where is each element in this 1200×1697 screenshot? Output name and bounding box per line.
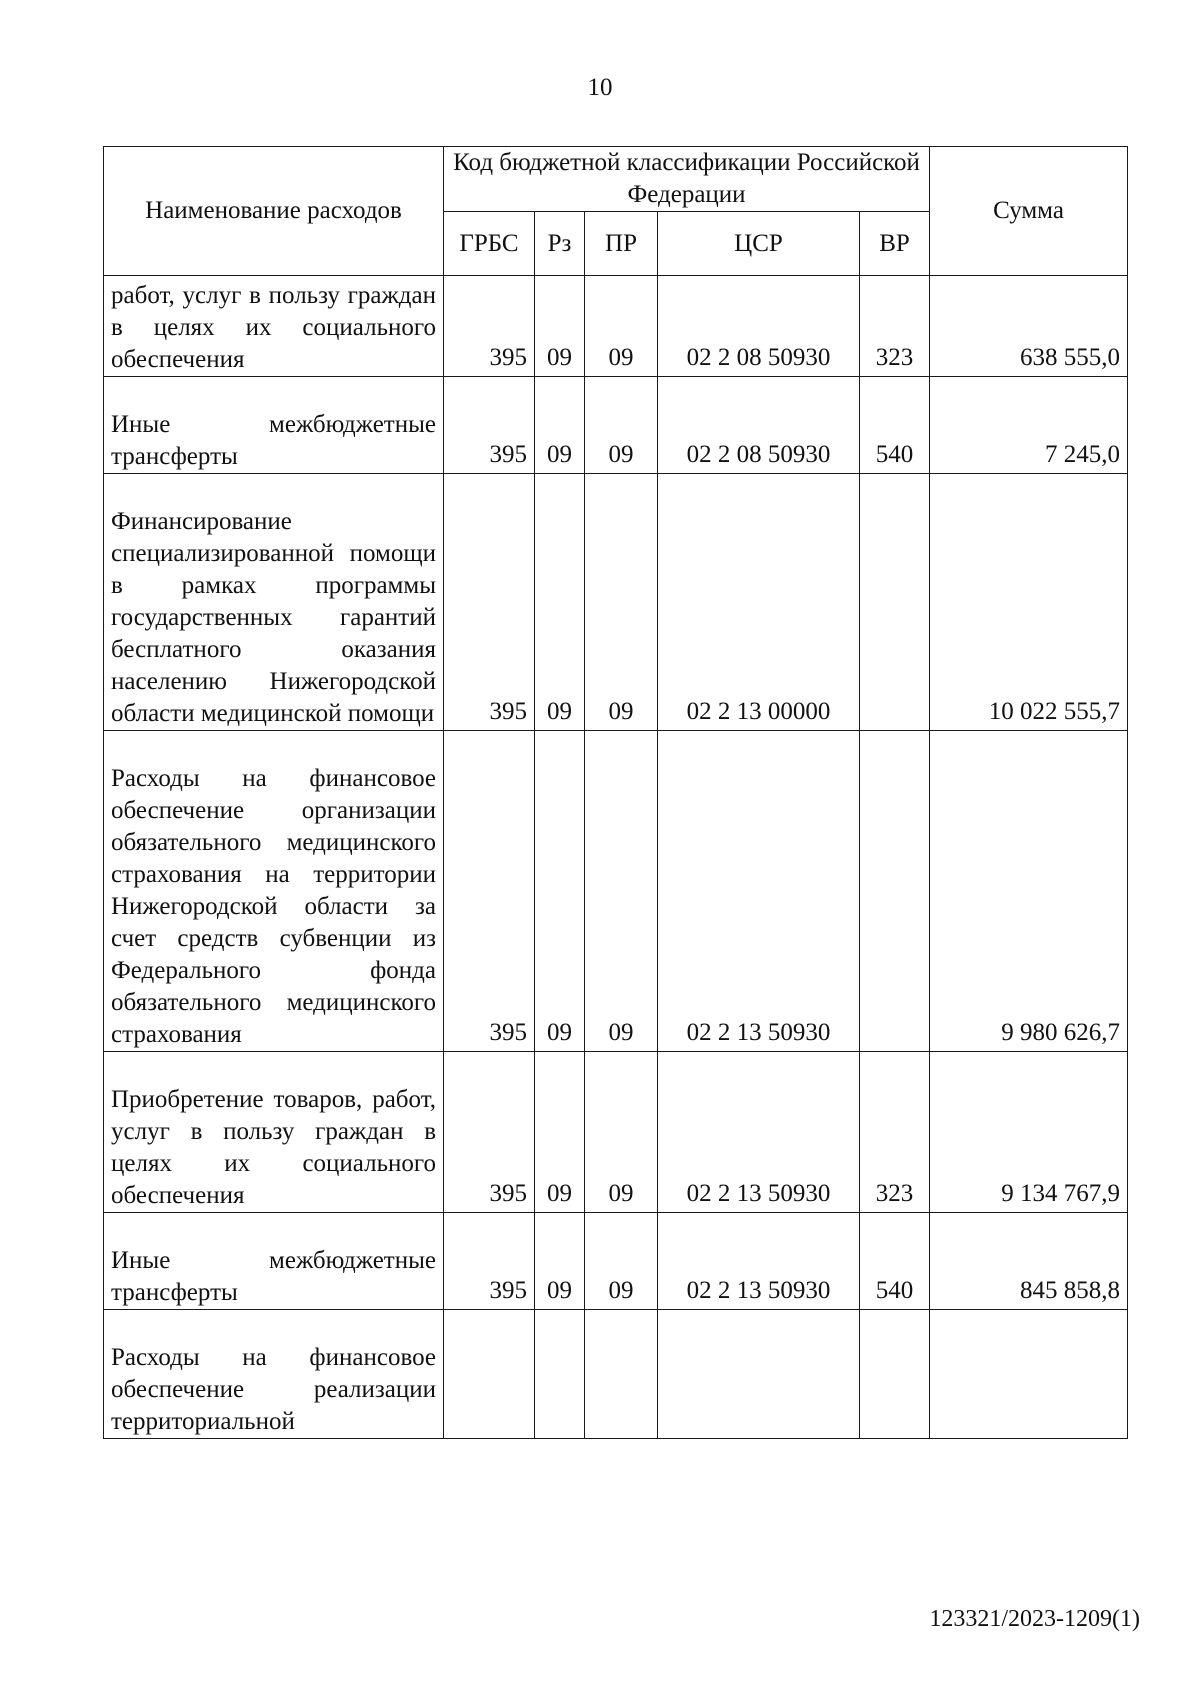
table-row	[104, 1310, 1128, 1439]
row-vr: 540	[860, 1213, 930, 1310]
row-pr: 09	[585, 377, 658, 474]
row-csr	[658, 1310, 860, 1439]
row-csr: 02 2 13 50930	[658, 1213, 860, 1310]
row-pr: 09	[585, 731, 658, 1052]
table-row	[104, 731, 1128, 1052]
row-sum: 9 134 767,9	[930, 1052, 1128, 1213]
row-csr: 02 2 13 00000	[658, 474, 860, 731]
row-grbs: 395	[444, 1213, 535, 1310]
row-sum: 10 022 555,7	[930, 474, 1128, 731]
row-grbs: 395	[444, 474, 535, 731]
row-rz: 09	[535, 276, 585, 377]
row-csr: 02 2 13 50930	[658, 1052, 860, 1213]
row-rz: 09	[535, 1052, 585, 1213]
header-sum: Сумма	[930, 147, 1128, 276]
row-pr: 09	[585, 1052, 658, 1213]
row-vr: 540	[860, 377, 930, 474]
row-sum	[930, 1310, 1128, 1439]
row-grbs	[444, 1310, 535, 1439]
row-csr: 02 2 08 50930	[658, 276, 860, 377]
row-vr	[860, 474, 930, 731]
row-sum: 7 245,0	[930, 377, 1128, 474]
row-rz: 09	[535, 731, 585, 1052]
row-csr: 02 2 13 50930	[658, 731, 860, 1052]
table-row	[104, 276, 1128, 377]
header-grbs: ГРБС	[444, 212, 535, 276]
row-vr: 323	[860, 276, 930, 377]
header-rz: Рз	[535, 212, 585, 276]
page-number: 10	[587, 74, 613, 101]
row-rz	[535, 1310, 585, 1439]
row-sum: 9 980 626,7	[930, 731, 1128, 1052]
row-pr: 09	[585, 474, 658, 731]
row-grbs: 395	[444, 731, 535, 1052]
row-grbs: 395	[444, 276, 535, 377]
table-row	[104, 474, 1128, 731]
header-csr: ЦСР	[658, 212, 860, 276]
row-name: Приобретение товаров, работ, услуг в пользу граждан в целях их социального обеспечения	[104, 1052, 444, 1213]
row-rz: 09	[535, 377, 585, 474]
row-rz: 09	[535, 1213, 585, 1310]
table-row	[104, 377, 1128, 474]
row-pr: 09	[585, 276, 658, 377]
row-sum: 638 555,0	[930, 276, 1128, 377]
row-name: Финансирование специализированной помощи в рамках программы государственных гарантий бесплатного оказания населению Нижегородской области медицинской помощи	[104, 474, 444, 731]
header-pr: ПР	[585, 212, 658, 276]
header-vr: ВР	[860, 212, 930, 276]
row-name: Расходы на финансовое обеспечение реализации территориальной	[104, 1310, 444, 1439]
row-sum: 845 858,8	[930, 1213, 1128, 1310]
row-name: Расходы на финансовое обеспечение организации обязательного медицинского страхования на территории Нижегородской области за счет средств субвенции из Федерального фонда обязательного медицинского страхования	[104, 731, 444, 1052]
table-row	[104, 1213, 1128, 1310]
budget-table	[103, 146, 1128, 1439]
row-name: Иные межбюджетные трансферты	[104, 377, 444, 474]
document-id: 123321/2023-1209(1)	[929, 1606, 1140, 1632]
row-grbs: 395	[444, 377, 535, 474]
row-vr	[860, 1310, 930, 1439]
row-name: работ, услуг в пользу граждан в целях их социального обеспечения	[104, 276, 444, 377]
table-row	[104, 1052, 1128, 1213]
header-kbk: Код бюджетной классификации Российской Федерации	[444, 147, 930, 212]
row-csr: 02 2 08 50930	[658, 377, 860, 474]
row-vr: 323	[860, 1052, 930, 1213]
row-pr: 09	[585, 1213, 658, 1310]
row-rz: 09	[535, 474, 585, 731]
row-grbs: 395	[444, 1052, 535, 1213]
header-name: Наименование расходов	[104, 147, 444, 276]
row-name: Иные межбюджетные трансферты	[104, 1213, 444, 1310]
row-vr	[860, 731, 930, 1052]
row-pr	[585, 1310, 658, 1439]
